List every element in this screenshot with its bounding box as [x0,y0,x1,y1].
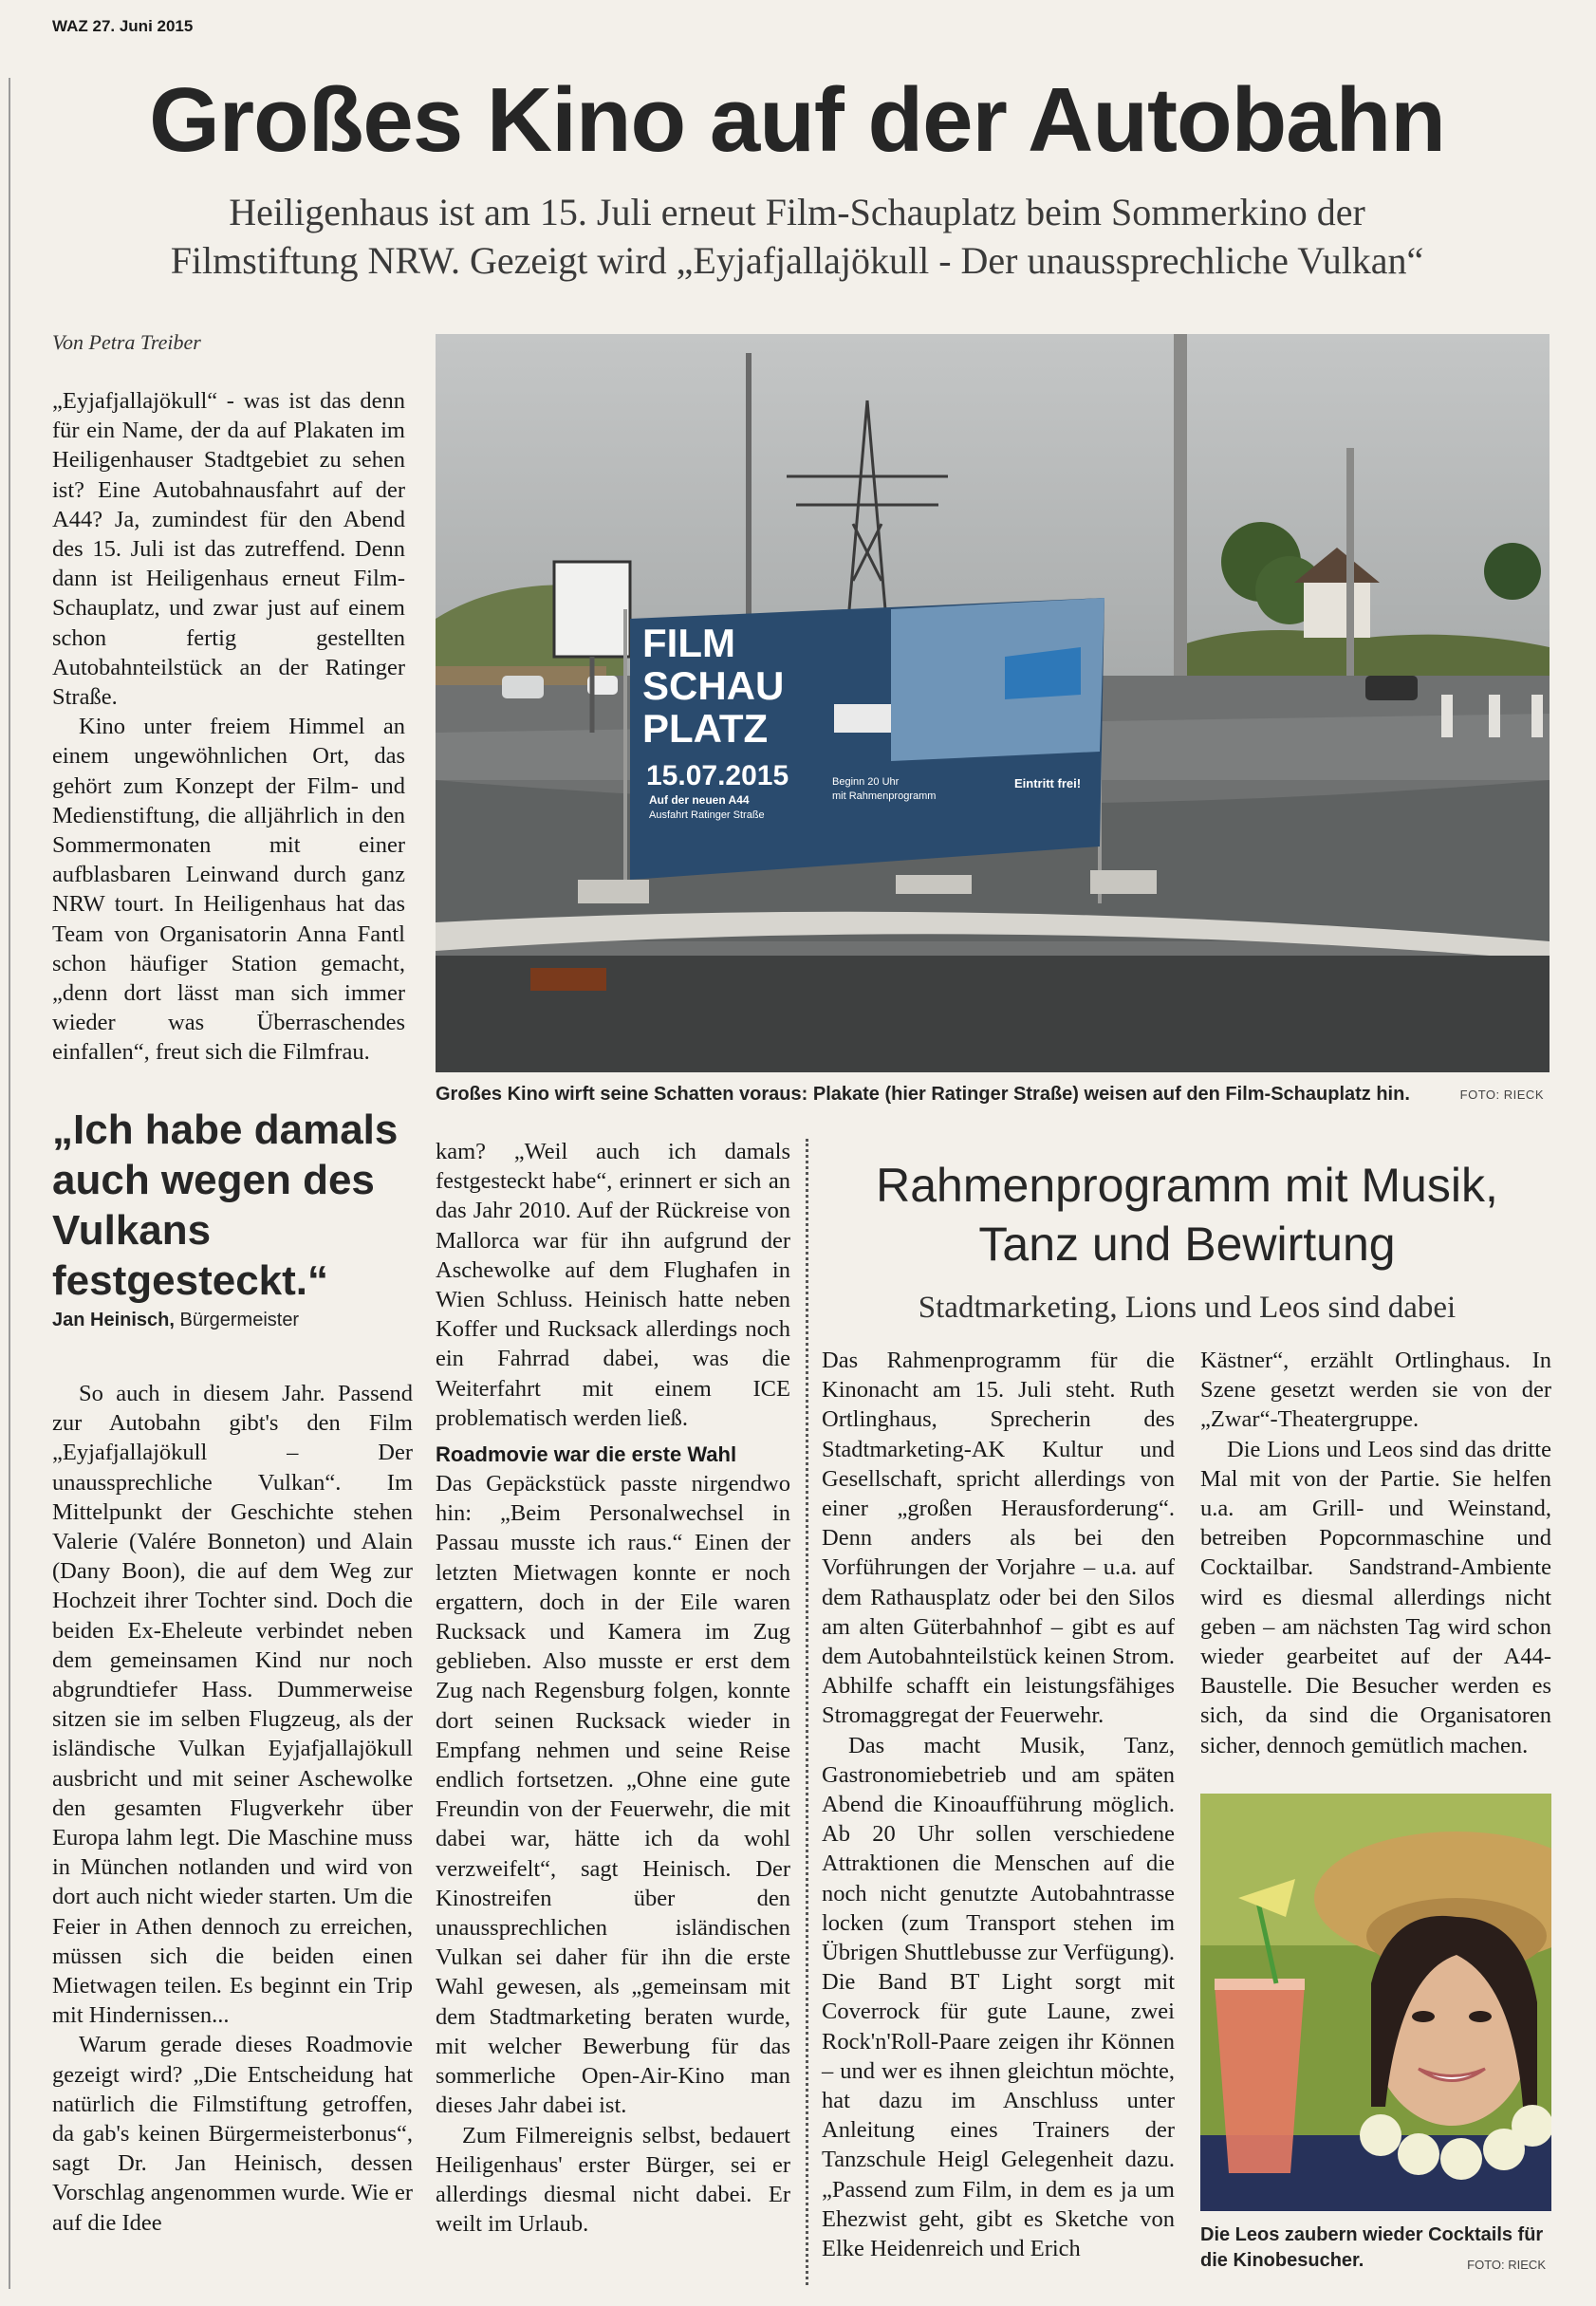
article-column-1-bottom [52,1379,413,2238]
main-photo-caption [436,1084,1550,1106]
banner-free: Eintritt frei! [1014,776,1082,790]
caption-text: Großes Kino wirft seine Schatten voraus: Plakate (hier Ratinger Straße) weisen auf den Film-Schauplatz hin. [436,1084,1410,1105]
banner-line-1: FILM [642,621,735,665]
sidebar-title-line: Rahmenprogramm mit Musik, [876,1159,1498,1212]
subheadline-line: Filmstiftung NRW. Gezeigt wird „Eyjafjallajökull - Der unaussprechliche Vulkan“ [170,239,1424,282]
subheadline-line: Heiligenhaus ist am 15. Juli erneut Film-Schauplatz beim Sommerkino der [229,191,1365,233]
byline: Von Petra Treiber [52,330,201,354]
paragraph: Die Lions und Leos sind das dritte Mal mit von der Partie. Sie helfen u.a. am Grill- und Weinstand, betreiben Popcornmaschine und Cocktailbar. Sandstrand-Ambiente wird es diesmal allerdings nicht geben – am nächsten Tag wird schon wieder gearbeitet auf der A44-Baustelle. Die Besucher werden es sich, da sind die Organisatoren sicher, dennoch gemütlich machen. [1200,1436,1551,1758]
sidebar-subtitle: Stadtmarketing, Lions und Leos sind dabei [918,1291,1457,1325]
article-column-2 [436,1137,790,2239]
dotted-divider [806,1139,808,2285]
banner-line-3: PLATZ [642,706,769,751]
sidebar-column-1 [822,1346,1175,2263]
headline: Großes Kino auf der Autobahn [149,69,1445,171]
quote-author [52,1310,299,1331]
paragraph: So auch in diesem Jahr. Passend zur Autobahn gibt's den Film „Eyjafjallajökull – Der unaussprechliche Vulkan“. Im Mittelpunkt der Geschichte stehen Valerie (Valére Bonneton) und Alain (Dany Boon), die auf dem Weg zur Hochzeit ihrer Tochter sind. Doch die beiden Ex-Eheleute verbindet neben dem gemeinsamen Kind nur noch abgrundtiefer Hass. Dummerweise sitzen sie im selben Flugzeug, als der isländische Vulkan Eyjafjallajökull ausbricht und mit seiner Aschewolke den gesamten Flugverkehr über Europa lahm legt. Die Maschine muss in München notlanden und wird von dort auch nicht wieder starten. Um die Feier in Athen dennoch zu erreichen, müssen sich die beiden einen Mietwagen teilen. Es beginnt ein Trip mit Hindernissen... [52,1381,413,2029]
paragraph: Warum gerade dieses Roadmovie gezeigt wird? „Die Entscheidung hat natürlich die Filmstiftung getroffen, da gab's keinen Bürgermeisterbonus“, sagt Dr. Jan Heinisch, dessen Vorschlag angenommen wurde. Wie er auf die Idee [52,2032,413,2236]
masthead-date: WAZ 27. Juni 2015 [52,17,194,35]
paragraph: Kino unter freiem Himmel an einem ungewöhnlichen Ort, das gehört zum Konzept der Film- und Medienstiftung, die alljährlich in den Sommermonaten mit einer aufblasbaren Leinwand durch ganz NRW tourt. In Heiligenhaus hat das Team von Organisatorin Anna Fantl schon häufiger Station gemacht, „denn dort lässt man sich immer wieder was Überraschendes einfallen“, freut sich die Filmfrau. [52,714,405,1066]
paragraph: Kästner“, erzählt Ortlinghaus. In Szene gesetzt werden sie von der „Zwar“-Theatergruppe. [1200,1348,1551,1433]
paragraph: Zum Filmereignis selbst, bedauert Heiligenhaus' erster Bürger, sei er allerdings diesmal nicht dabei. Er weilt im Urlaub. [436,2122,790,2238]
subheadline [52,188,1542,285]
cocktail-photo-caption [1200,2222,1551,2274]
banner-line-2: SCHAU [642,663,785,708]
paragraph: „Eyjafjallajökull“ - was ist das denn für ein Name, der da auf Plakaten im Heiligenhauser Stadtgebiet zu sehen ist? Eine Autobahnausfahrt auf der A44? Ja, zumindest für den Abend des 15. Juli ist das zutreffend. Denn dann ist Heiligenhaus erneut Film-Schauplatz, und zwar just auf einem schon fertig gestellten Autobahnteilstück an der Ratinger Straße. [52,388,405,711]
sidebar-column-2 [1200,1346,1551,1760]
section-heading: Roadmovie war die erste Wahl [436,1442,737,1467]
banner-small-1: Auf der neuen A44 [649,793,750,807]
quote-author-role: Bürgermeister [179,1310,300,1330]
photo-credit: FOTO: RIECK [1459,1088,1544,1102]
banner-date: 15.07.2015 [646,760,789,791]
column-rule [9,78,10,2289]
paragraph: Das Gepäckstück passte nirgendwo hin: „Beim Personalwechsel in Passau musste ich raus.“ Einen der letzten Mietwagen konnte er noch ergattern, doch in der Eile waren Rucksack und Kamera im Zug geblieben. Also musste er erst dem Zug nach Regensburg folgen, konnte dort seinen Rucksack wieder in Empfang nehmen und seine Reise endlich fortsetzen. „Ohne eine gute Freundin von der Feuerwehr, die mit dabei war, hätte ich da wohl verzweifelt“, sagt Heinisch. Der Kinostreifen über den unaussprechlichen isländischen Vulkan sei daher für ihn die erste Wahl gewesen, als „gemeinsam mit dem Stadtmarketing beraten wurde, mit welcher Bewerbung für das sommerliche Open-Air-Kino man dieses Jahr dabei ist. [436,1471,790,2119]
quote-author-name: Jan Heinisch, [52,1310,175,1330]
cocktail-photo [1200,1794,1551,2211]
photo-credit: FOTO: RIECK [1467,2258,1546,2272]
banner-small-2: Ausfahrt Ratinger Straße [649,809,765,821]
paragraph: Das Rahmenprogramm für die Kinonacht am 15. Juli steht. Ruth Ortlinghaus, Sprecherin des Stadtmarketing-AK Kultur und Gesellschaft, spricht allerdings von einer „großen Herausforderung“. Denn anders als bei den Vorführungen der Vorjahre – u.a. auf dem Rathausplatz oder bei den Silos am alten Güterbahnhof – gibt es auf dem Autobahnteilstück keinen Strom. Abhilfe schafft ein leistungsfähiges Stromaggregat der Feuerwehr. [822,1348,1175,1729]
sidebar-title [822,1156,1552,1274]
banner-small-4: mit Rahmenprogramm [832,790,937,802]
main-photo [436,334,1550,1072]
caption-text: Die Leos zaubern wieder Cocktails für die Kinobesucher. [1200,2224,1544,2271]
paragraph: kam? „Weil auch ich damals festgesteckt habe“, erinnert er sich an das Jahr 2010. Auf der Rückreise von Mallorca war für ihn aufgrund der Aschewolke auf dem Flughafen in Wien Schluss. Heinisch hatte neben Koffer und Rucksack allerdings noch ein Fahrrad dabei, was die Weiterfahrt mit einem ICE problematisch werden ließ. [436,1139,790,1431]
sidebar-title-line: Tanz und Bewirtung [978,1218,1396,1271]
pull-quote: „Ich habe damals auch wegen des Vulkans festgesteckt.“ [52,1107,399,1304]
article-column-1-top [52,386,405,1068]
banner-small-3: Beginn 20 Uhr [832,776,900,788]
roadside-banner-illustration [436,334,1550,1072]
girl-with-cocktail-illustration [1200,1794,1551,2211]
paragraph: Das macht Musik, Tanz, Gastronomiebetrieb und am späten Abend die Kinoaufführung möglich. Ab 20 Uhr sollen verschiedene Attraktionen die Menschen auf die noch nicht genutzte Autobahntrasse locken (zum Transport stehen im Übrigen Shuttlebusse zur Verfügung). Die Band BT Light sorgt mit Coverrock für gute Laune, zwei Rock'n'Roll-Paare zeigen ihr Können – und wer es ihnen gleichtun möchte, hat dazu im Anschluss unter Anleitung eines Trainers der Tanzschule Heigl Gelegenheit dazu. „Passend zum Film, in dem es ja um Ehezwist geht, gibt es Sketche von Elke Heidenreich und Erich [822,1732,1175,2262]
